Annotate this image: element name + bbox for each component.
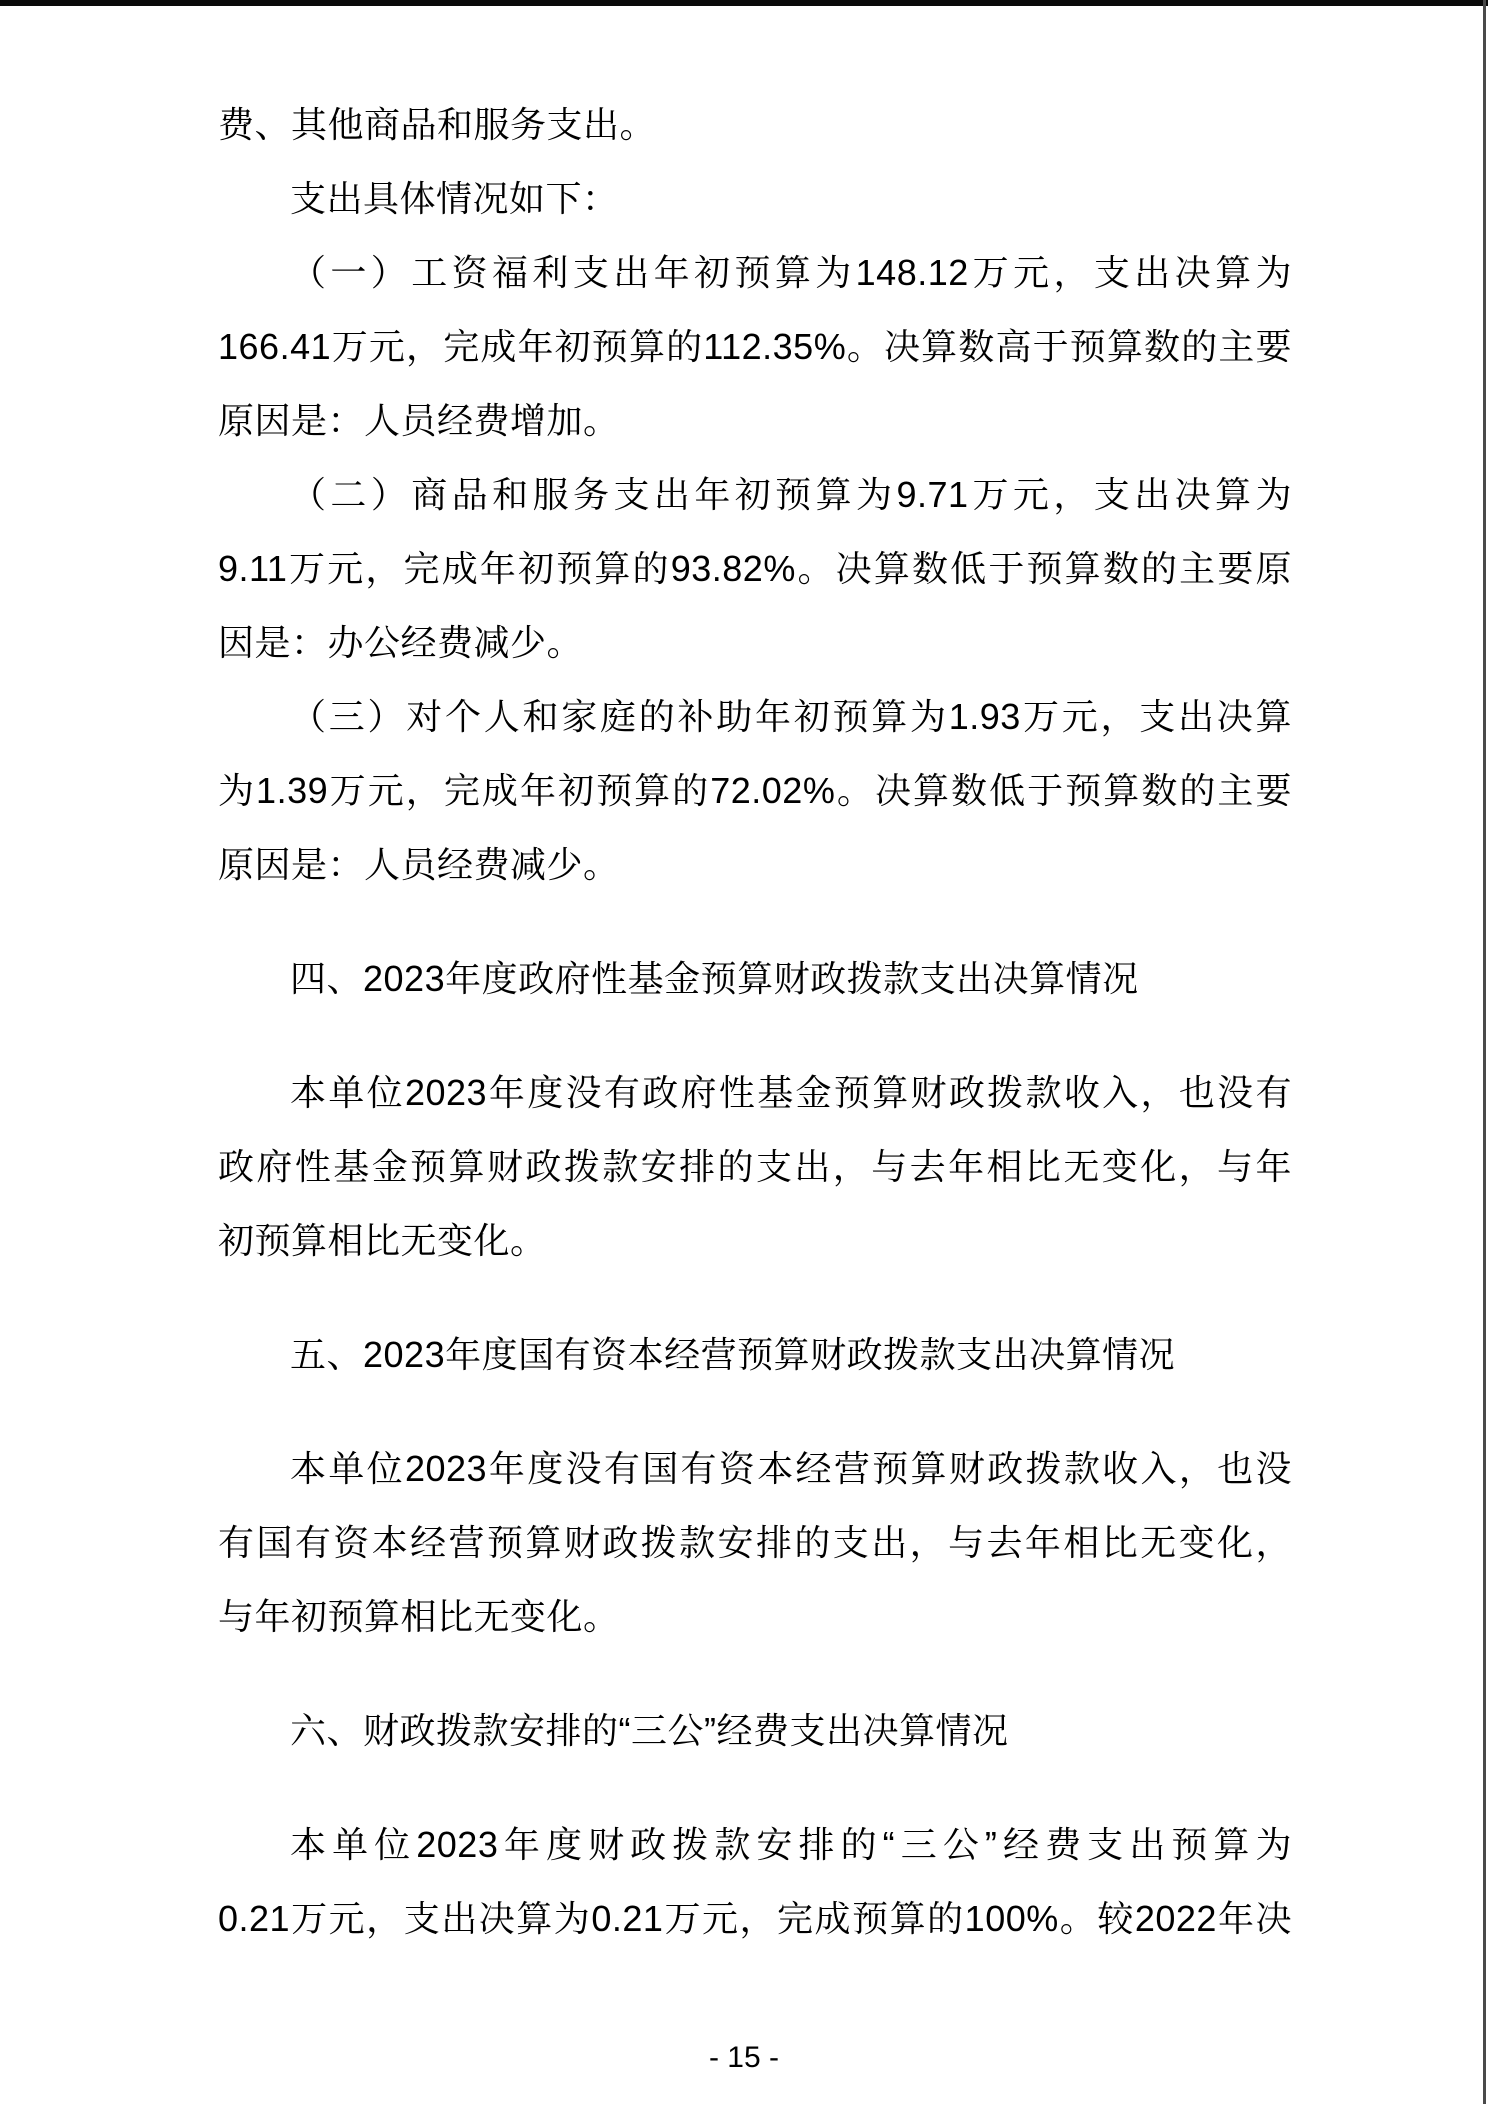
document-line: 有国有资本经营预算财政拨款安排的支出，与去年相比无变化， <box>218 1522 1292 1563</box>
document-line: 166.41万元，完成年初预算的112.35%。决算数高于预算数的主要 <box>218 326 1292 367</box>
document-line: 本单位2023年度财政拨款安排的“三公”经费支出预算为 <box>290 1824 1292 1865</box>
document-line: 本单位2023年度没有政府性基金预算财政拨款收入，也没有 <box>290 1072 1292 1113</box>
document-line: 费、其他商品和服务支出。 <box>218 104 657 145</box>
document-line: 9.11万元，完成年初预算的93.82%。决算数低于预算数的主要原 <box>218 548 1292 589</box>
document-line: （二）商品和服务支出年初预算为9.71万元，支出决算为 <box>290 474 1292 515</box>
page-number: - 15 - <box>708 2041 780 2074</box>
document-line: 原因是：人员经费增加。 <box>218 400 620 441</box>
document-line: 为1.39万元，完成年初预算的72.02%。决算数低于预算数的主要 <box>218 770 1292 811</box>
document-line: 0.21万元，支出决算为0.21万元，完成预算的100%。较2022年决 <box>218 1898 1292 1939</box>
document-line: 政府性基金预算财政拨款安排的支出，与去年相比无变化，与年 <box>218 1146 1292 1187</box>
page-top-border <box>0 0 1488 6</box>
document-body <box>218 88 1292 1956</box>
section-heading-5: 五、2023年度国有资本经营预算财政拨款支出决算情况 <box>290 1334 1176 1375</box>
page-right-border <box>1483 0 1486 2104</box>
section-heading-4: 四、2023年度政府性基金预算财政拨款支出决算情况 <box>290 958 1139 999</box>
document-line: 因是：办公经费减少。 <box>218 622 584 663</box>
document-line: （一）工资福利支出年初预算为148.12万元，支出决算为 <box>290 252 1292 293</box>
document-line: 支出具体情况如下： <box>290 178 619 219</box>
document-line: 本单位2023年度没有国有资本经营预算财政拨款收入，也没 <box>290 1448 1292 1489</box>
document-line: 原因是：人员经费减少。 <box>218 844 620 885</box>
document-line: 与年初预算相比无变化。 <box>218 1596 620 1637</box>
document-line: （三）对个人和家庭的补助年初预算为1.93万元，支出决算 <box>290 696 1292 737</box>
section-heading-6: 六、财政拨款安排的“三公”经费支出决算情况 <box>290 1710 1009 1751</box>
document-line: 初预算相比无变化。 <box>218 1220 547 1261</box>
